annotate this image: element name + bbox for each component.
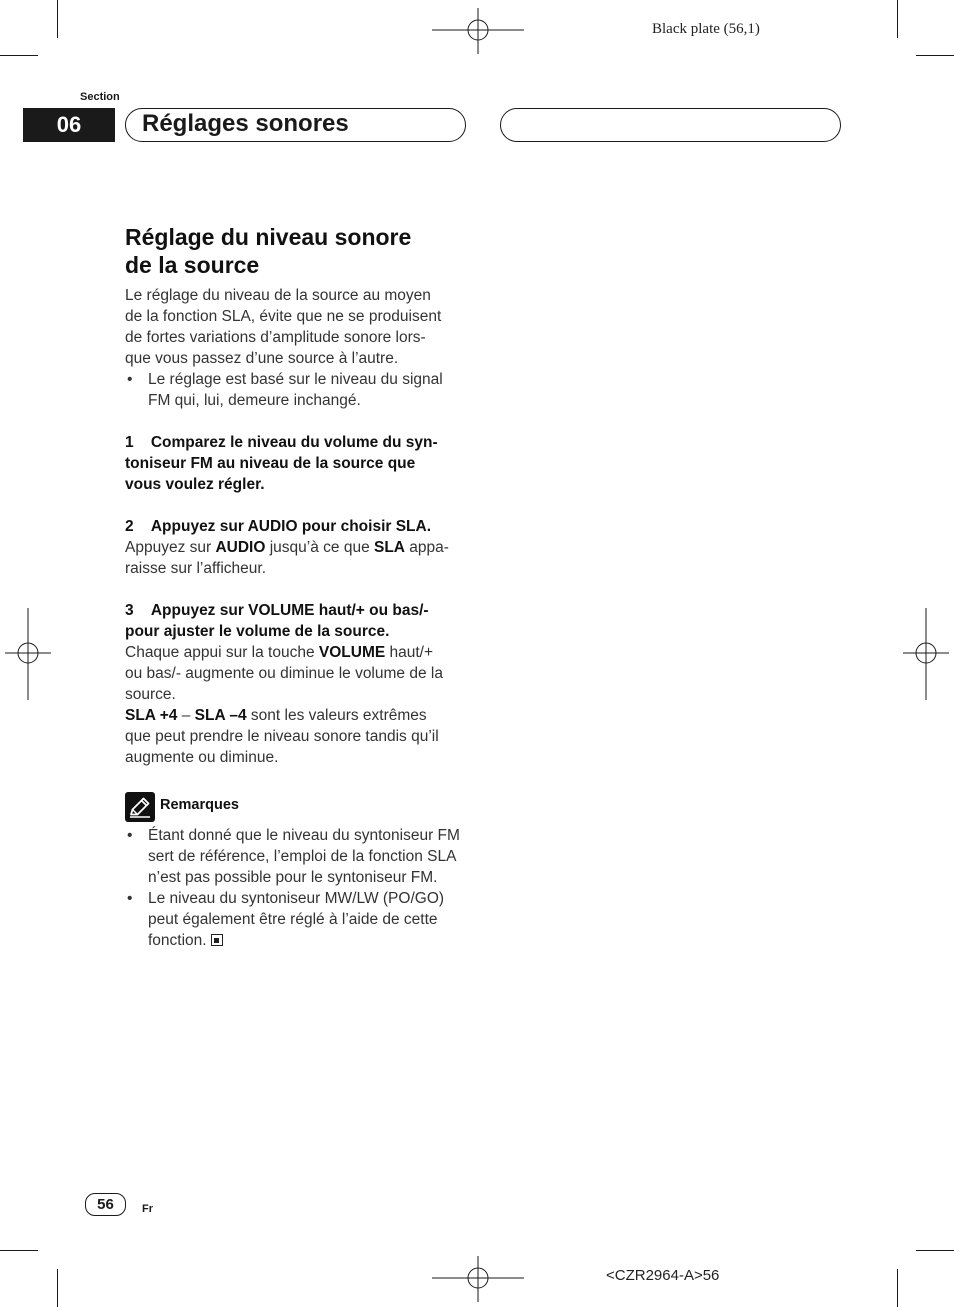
article-title <box>125 223 485 279</box>
text-line: ou bas/- augmente ou diminue le volume de la <box>125 665 443 682</box>
header-empty-pill <box>500 108 841 142</box>
note-item <box>125 888 485 951</box>
note-item <box>125 825 485 888</box>
plate-label: Black plate (56,1) <box>652 21 760 37</box>
language-code: Fr <box>142 1203 153 1215</box>
text-line: que peut prendre le niveau sonore tandis qu’il <box>125 728 439 745</box>
text-line: raisse sur l’afficheur. <box>125 560 266 577</box>
step-heading: vous voulez régler. <box>125 476 265 493</box>
text-line: Appuyez sur AUDIO jusqu’à ce que SLA appa- <box>125 539 449 556</box>
text-line: SLA +4 – SLA –4 sont les valeurs extrêmes <box>125 707 427 724</box>
text-line: Le réglage du niveau de la source au moyen <box>125 287 431 304</box>
registration-mark-right <box>903 608 949 700</box>
text-line: peut également être réglé à l’aide de cette <box>148 911 438 928</box>
document-code: <CZR2964-A>56 <box>606 1267 720 1284</box>
registration-mark-bottom <box>432 1256 524 1302</box>
text-line: source. <box>125 686 176 703</box>
registration-mark-top <box>432 8 524 54</box>
article-body <box>125 285 485 768</box>
text-line: sert de référence, l’emploi de la fonction SLA <box>148 848 457 865</box>
step-heading: 2 Appuyez sur AUDIO pour choisir SLA. <box>125 518 432 535</box>
text-line: Chaque appui sur la touche VOLUME haut/+ <box>125 644 434 661</box>
text-line: de la fonction SLA, évite que ne se produisent <box>125 308 442 325</box>
step-heading: 1 Comparez le niveau du volume du syn- <box>125 434 438 451</box>
step-heading: 3 Appuyez sur VOLUME haut/+ ou bas/- <box>125 602 429 619</box>
text-line: FM qui, lui, demeure inchangé. <box>148 392 361 409</box>
text-line: que vous passez d’une source à l’autre. <box>125 350 399 367</box>
bullet-item <box>125 369 485 411</box>
header-title: Réglages sonores <box>142 110 349 137</box>
end-of-section-icon <box>211 934 223 946</box>
text-line: n’est pas possible pour le syntoniseur FM. <box>148 869 438 886</box>
text-line: • Le réglage est basé sur le niveau du signal <box>148 371 443 388</box>
notes-list <box>125 825 485 951</box>
registration-mark-left <box>5 608 51 700</box>
article-title-line: Réglage du niveau sonore <box>125 224 412 250</box>
text-line: • Le niveau du syntoniseur MW/LW (PO/GO) <box>148 890 445 907</box>
text-line: de fortes variations d’amplitude sonore lors- <box>125 329 426 346</box>
page-number: 56 <box>85 1193 126 1216</box>
text-line: augmente ou diminue. <box>125 749 279 766</box>
article-title-line: de la source <box>125 252 260 278</box>
step-heading: pour ajuster le volume de la source. <box>125 623 390 640</box>
section-label: Section <box>80 91 120 103</box>
pencil-note-icon <box>125 792 155 822</box>
section-number-badge: 06 <box>23 108 115 142</box>
text-line: fonction. <box>148 930 485 951</box>
text-line: • Étant donné que le niveau du syntoniseur FM <box>148 827 460 844</box>
notes-title: Remarques <box>160 797 239 813</box>
step-heading: toniseur FM au niveau de la source que <box>125 455 416 472</box>
